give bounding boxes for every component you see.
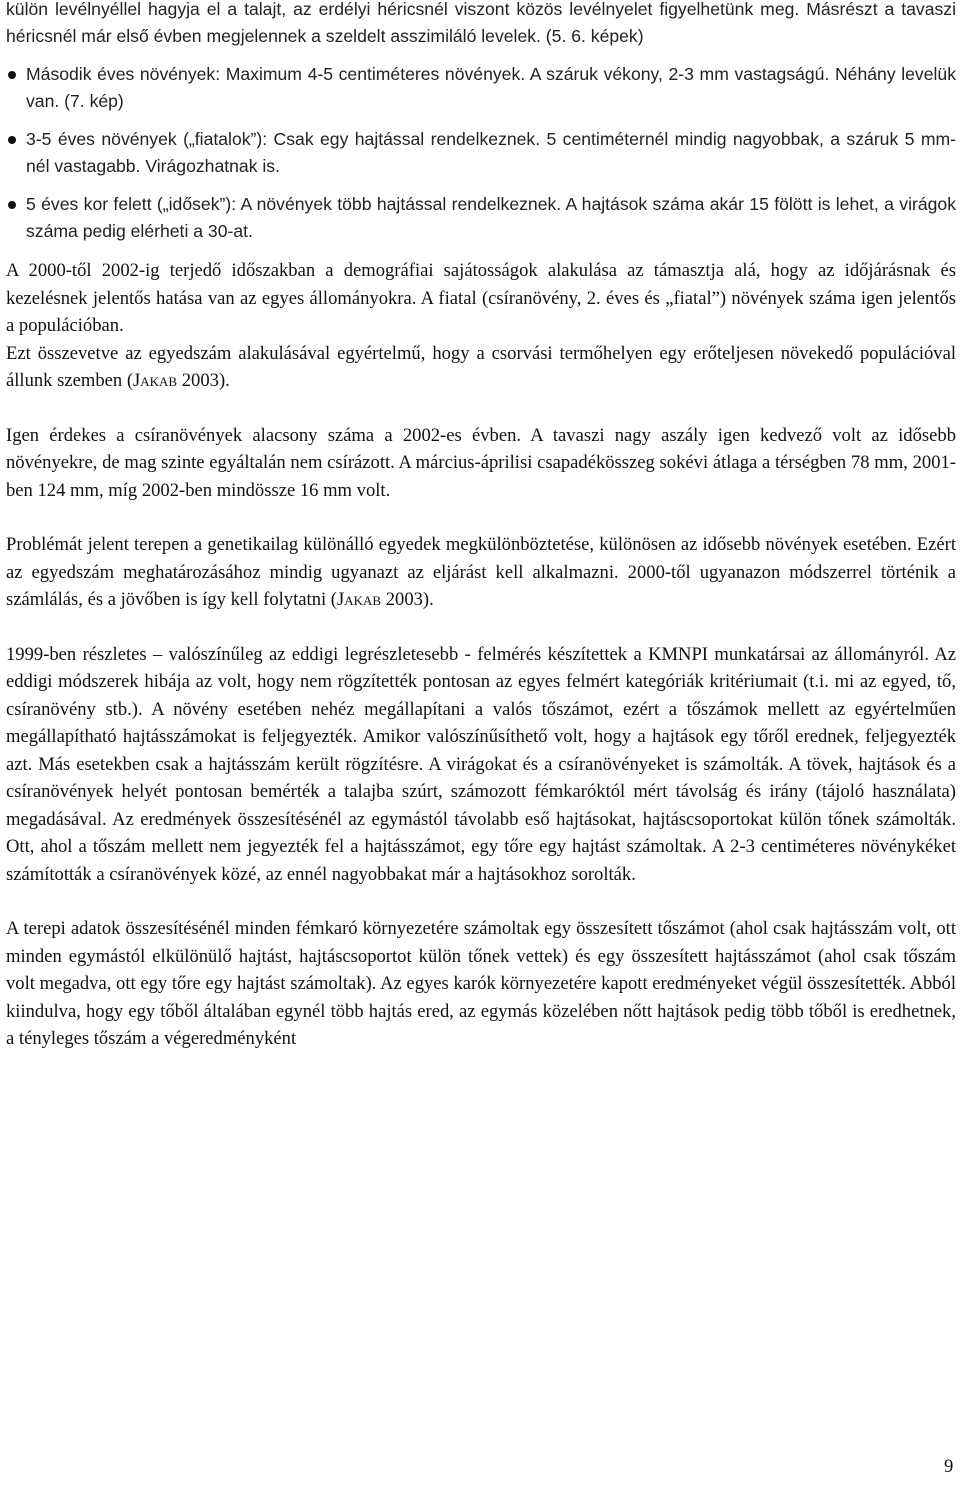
paragraph-problem [6,531,956,614]
bullet-item-second-year [6,61,956,115]
paragraph-comparison [6,340,956,395]
paragraph-text: 2003). [177,370,230,391]
bullet-dot-icon [8,71,16,79]
bullet-item-old [6,191,956,245]
paragraph-demography: A 2000-től 2002-ig terjedő időszakban a demográfiai sajátosságok alakulása az támasztja alá, hogy az időjárásnak és kezelésnek jelentős hatása van az egyes állományokra. A fiatal (csíranövény, 2. éves és „fiatal”) növények száma igen jelentős a populációban. [6,260,956,336]
intro-paragraph: külön levélnyéllel hagyja el a talajt, az erdélyi héricsnél viszont közös levélnyelet figyelhetünk meg. Másrészt a tavaszi héricsnél már első évben megjelennek a szeldelt asszimiláló levelek. (5. 6. képek) [6,0,956,46]
citation-author: akab [140,370,178,391]
bullet-dot-icon [8,201,16,209]
page-number: 9 [944,1456,954,1477]
paragraph-seedlings: Igen érdekes a csíranövények alacsony száma a 2002-es évben. A tavaszi nagy aszály igen kedvező volt az idősebb növényekre, de mag szinte egyáltalán nem csírázott. A március-áprilisi csapadékösszeg sokévi átlaga a térségben 78 mm, 2001-ben 124 mm, míg 2002-ben mindössze 16 mm volt. [6,424,956,501]
paragraph-survey-1999: 1999-ben részletes – valószínűleg az eddigi legrészletesebb - felmérés készítettek a KMNPI munkatársai az állományról. Az eddigi módszerek hibája az volt, hogy nem rögzítették pontosan az egyes felmért kategóriák kritériumait (t.i. mi az egyed, tő, csíranövény stb.). A növény esetében nehéz megállapítani a valós tőszámot, ezért a tőszámok mellett az egyértelműen megállapítható hajtásszámokat is feljegyezték. Amikor valószínűsíthető volt, hogy a hajtások egy tőről erednek, feljegyezték azt. Más esetekben csak a hajtásszám került rögzítésre. A virágokat és a csíranövényeket is számolták. A tövek, hajtások és a csíranövények helyét pontosan bemérték a talajba szúrt, számozott fémkaróktól mért távolság és irány (tájoló használata) megadásával. Az eredmények összesítésénél az egymástól távolabb eső hajtásokat, hajtáscsoportokat külön tőnek számolták. Ott, ahol a tőszám mellett nem jegyezték fel a hajtásszámot, egy tőre egy hajtást számoltak. A 2-3 centiméteres növénykéket számították a csíranövények közé, az ennél nagyobbakat már a hajtásokhoz sorolták. [6,643,956,885]
paragraph-text: 2003). [381,589,434,610]
bullet-dot-icon [8,136,16,144]
bullet-text: 5 éves kor felett („idősek”): A növények több hajtással rendelkeznek. A hajtások száma akár 15 fölött is lehet, a virágok száma pedig elérheti a 30-at. [26,194,956,241]
document-page [6,0,956,1053]
bullet-text: 3-5 éves növények („fiatalok”): Csak egy hajtással rendelkeznek. 5 centiméternél mindig nagyobbak, a száruk 5 mm-nél vastagabb. Virágozhatnak is. [26,129,956,176]
bullet-item-young [6,126,956,180]
paragraph-text: Problémát jelent terepen a genetikailag különálló egyedek megkülönböztetése, különösen az idősebb növények esetében. Ezért az egyedszám meghatározásához mindig ugyanazt az eljárást kell alkalmazni. 2000-től ugyanazon módszerrel történik a számlálás, és a jövőben is így kell folytatni (J [6,534,956,610]
paragraph-field-data: A terepi adatok összesítésénél minden fémkaró környezetére számoltak egy összesített tőszámot (ahol csak hajtásszám volt, ott minden egymástól elkülönülő hajtást, hajtáscsoportot külön tőnek vettek) és egy összesített hajtásszámot (ahol csak tőszám volt megadva, ott egy tőre egy hajtást számoltak). Az egyes karók környezetére kapott eredményeket végül összesítették. Abból kiindulva, hogy egy tőből általában egynél több hajtás ered, az egymás közelében nőtt hajtások pedig több tőből is eredhetnek, a tényleges tőszám a végeredményként [6,918,956,1049]
bullet-text: Második éves növények: Maximum 4-5 centiméteres növények. A száruk vékony, 2-3 mm vastagságú. Néhány levelük van. (7. kép) [26,64,956,111]
paragraph-text: Ezt összevetve az egyedszám alakulásával egyértelmű, hogy a csorvási termőhelyen egy erőteljesen növekedő populációval állunk szemben (J [6,342,956,391]
citation-author: akab [344,589,382,610]
